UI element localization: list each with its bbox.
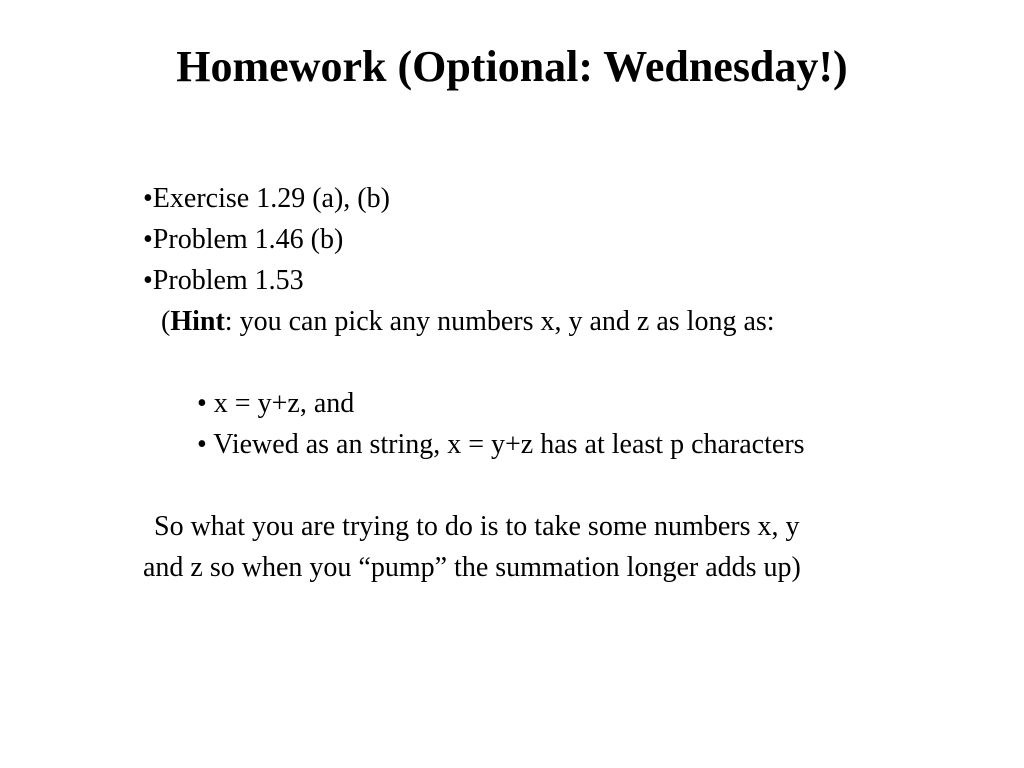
slide-title: Homework (Optional: Wednesday!) [176, 42, 848, 91]
sub-bullet-string-length: • Viewed as an string, x = y+z has at least p characters [197, 429, 805, 460]
hint-label: Hint [170, 306, 225, 337]
hint-open-paren: ( [161, 306, 171, 337]
spacer [143, 342, 805, 383]
hint-text: : you can pick any numbers x, y and z as long as: [224, 306, 775, 337]
spacer [143, 465, 805, 506]
hint-line [143, 301, 805, 342]
bullet-problem-1-46: •Problem 1.46 (b) [143, 224, 344, 255]
summary-line-2: and z so when you “pump” the summation longer adds up) [143, 552, 801, 583]
bullet-exercise-1-29: •Exercise 1.29 (a), (b) [143, 183, 390, 214]
slide-body [143, 178, 805, 588]
bullet-problem-1-53: •Problem 1.53 [143, 265, 304, 296]
summary-line-1: So what you are trying to do is to take some numbers x, y [154, 511, 800, 542]
sub-bullet-x-equals: • x = y+z, and [197, 388, 355, 419]
